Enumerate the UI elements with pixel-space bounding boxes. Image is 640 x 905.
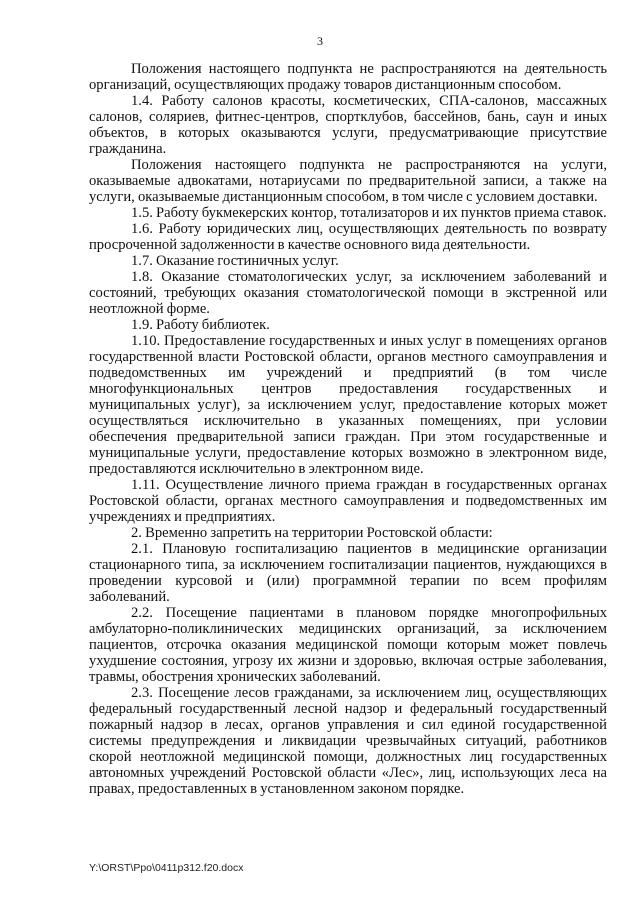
paragraph-1-4: 1.4. Работу салонов красоты, косметических, СПА-салонов, массажных салонов, соляриев, фитнес-центров, спортклубов, бассейнов, бань, саун и иных объектов, в которых оказываются услуги, предусматривающие присутствие гражданина. — [89, 93, 607, 157]
paragraph-2-2: 2.2. Посещение пациентами в плановом порядке многопрофильных амбулаторно-поликлинических медицинских организаций, за исключением пациентов, отсрочка оказания медицинской помощи которым может повлечь ухудшение состояния, угрозу их жизни и здоровью, включая острые заболевания, травмы, обострения хронических заболеваний. — [89, 605, 607, 685]
paragraph-2-3: 2.3. Посещение лесов гражданами, за исключением лиц, осуществляющих федеральный государственный лесной надзор и федеральный государственный пожарный надзор в лесах, органов управления и сил единой государственной системы предупреждения и ликвидации чрезвычайных ситуаций, работников скорой неотложной медицинской помощи, должностных лиц государственных автономных учреждений Ростовской области «Лес», лиц, использующих леса на правах, предоставленных в установленном законом порядке. — [89, 685, 607, 797]
footer-file-path: Y:\ORST\Ppo\0411p312.f20.docx — [89, 862, 244, 874]
document-body — [89, 61, 607, 797]
paragraph-1-11: 1.11. Осуществление личного приема граждан в государственных органах Ростовской области, органах местного самоуправления и подведомственных им учреждениях и предприятиях. — [89, 477, 607, 525]
paragraph-1-6: 1.6. Работу юридических лиц, осуществляющих деятельность по возврату просроченной задолженности в качестве основного вида деятельности. — [89, 221, 607, 253]
paragraph-1-9: 1.9. Работу библиотек. — [131, 317, 270, 333]
paragraph-1-3-note: Положения настоящего подпункта не распространяются на деятельность организаций, осуществляющих продажу товаров дистанционным способом. — [89, 61, 607, 93]
paragraph-1-10: 1.10. Предоставление государственных и иных услуг в помещениях органов государственной власти Ростовской области, органов местного самоуправления и подведомственных им учреждений и предприятий (в том числе многофункциональных центров предоставления государственных и муниципальных услуг), за исключением услуг, предоставление которых может осуществляться исключительно в указанных помещениях, при условии обеспечения предварительной записи граждан. При этом государственные и муниципальные услуги, предоставление которых возможно в электронном виде, предоставляются исключительно в электронном виде. — [89, 333, 607, 477]
paragraph-1-5: 1.5. Работу букмекерских контор, тотализаторов и их пунктов приема ставок. — [131, 205, 607, 221]
paragraph-1-4-note: Положения настоящего подпункта не распространяются на услуги, оказываемые адвокатами, нотариусами по предварительной записи, а также на услуги, оказываемые дистанционным способом, в том числе с условием доставки. — [89, 157, 607, 205]
page-number: 3 — [317, 34, 323, 48]
paragraph-1-8: 1.8. Оказание стоматологических услуг, за исключением заболеваний и состояний, требующих оказания стоматологической помощи в экстренной или неотложной форме. — [89, 269, 607, 317]
paragraph-1-7: 1.7. Оказание гостиничных услуг. — [131, 253, 339, 269]
paragraph-2: 2. Временно запретить на территории Ростовской области: — [131, 525, 493, 541]
paragraph-2-1: 2.1. Плановую госпитализацию пациентов в медицинские организации стационарного типа, за исключением госпитализации пациентов, нуждающихся в проведении курсовой и (или) программной терапии по всем профилям заболеваний. — [89, 541, 607, 605]
